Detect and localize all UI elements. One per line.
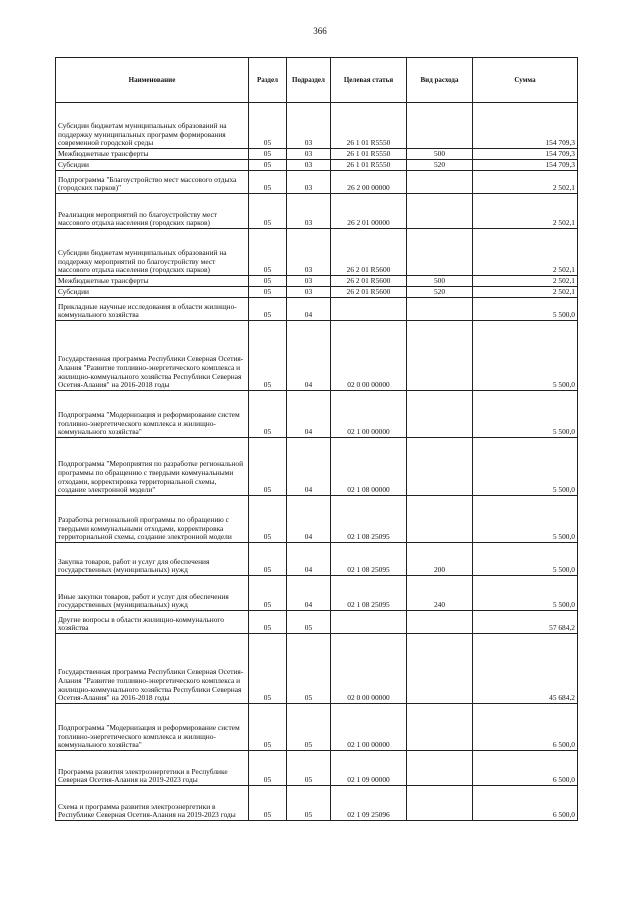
table-row	[56, 543, 578, 576]
row-name: Другие вопросы в области жилищно-коммунального хозяйства	[56, 611, 249, 634]
row-subsection: 03	[287, 171, 331, 194]
row-section: 05	[249, 287, 287, 298]
row-target: 02 1 00 00000	[331, 391, 407, 438]
row-expense-type	[407, 704, 473, 751]
row-target: 02 1 09 00000	[331, 751, 407, 786]
row-section: 05	[249, 391, 287, 438]
row-subsection: 05	[287, 704, 331, 751]
row-section: 05	[249, 438, 287, 496]
row-subsection: 05	[287, 751, 331, 786]
row-name: Субсидии	[56, 287, 249, 298]
row-sum: 2 502,1	[473, 276, 578, 287]
row-name: Иные закупки товаров, работ и услуг для обеспечения государственных (муниципальных) нужд	[56, 576, 249, 611]
row-sum: 57 684,2	[473, 611, 578, 634]
row-expense-type	[407, 786, 473, 821]
row-section: 05	[249, 160, 287, 171]
table-row	[56, 576, 578, 611]
row-subsection: 03	[287, 276, 331, 287]
row-name: Субсидии бюджетам муниципальных образований на поддержку мероприятий по благоустройству мест массового отдыха населения (городских парков)	[56, 229, 249, 276]
row-name: Прикладные научные исследования в области жилищно-коммунального хозяйства	[56, 298, 249, 321]
row-subsection: 03	[287, 194, 331, 229]
header-section: Раздел	[249, 58, 287, 103]
row-sum: 154 709,3	[473, 103, 578, 149]
table-row	[56, 391, 578, 438]
row-subsection: 04	[287, 496, 331, 543]
row-section: 05	[249, 704, 287, 751]
budget-table	[55, 57, 578, 821]
row-expense-type	[407, 751, 473, 786]
row-section: 05	[249, 276, 287, 287]
row-subsection: 03	[287, 103, 331, 149]
row-name: Субсидии бюджетам муниципальных образований на поддержку муниципальных программ формирования современной городской среды	[56, 103, 249, 149]
row-section: 05	[249, 786, 287, 821]
row-name: Подпрограмма "Благоустройство мест массового отдыха (городских парков)"	[56, 171, 249, 194]
table-row	[56, 194, 578, 229]
table-row	[56, 160, 578, 171]
row-section: 05	[249, 496, 287, 543]
table-row	[56, 634, 578, 704]
row-target: 26 1 01 R5550	[331, 160, 407, 171]
row-target: 26 2 01 R5600	[331, 276, 407, 287]
row-name: Программа развития электроэнергетики в Республике Северная Осетия-Алания на 2019-2023 годы	[56, 751, 249, 786]
table-row	[56, 171, 578, 194]
table-row	[56, 496, 578, 543]
row-target: 02 0 00 00000	[331, 634, 407, 704]
row-subsection: 04	[287, 321, 331, 391]
header-sum: Сумма	[473, 58, 578, 103]
row-sum: 2 502,1	[473, 194, 578, 229]
row-sum: 45 684,2	[473, 634, 578, 704]
table-row	[56, 611, 578, 634]
table-row	[56, 786, 578, 821]
row-section: 05	[249, 103, 287, 149]
table-row	[56, 438, 578, 496]
header-name: Наименование	[56, 58, 249, 103]
row-name: Межбюджетные трансферты	[56, 149, 249, 160]
row-subsection: 04	[287, 438, 331, 496]
row-subsection: 04	[287, 576, 331, 611]
row-sum: 5 500,0	[473, 321, 578, 391]
row-sum: 2 502,1	[473, 287, 578, 298]
row-expense-type	[407, 194, 473, 229]
row-subsection: 03	[287, 229, 331, 276]
row-target	[331, 298, 407, 321]
row-section: 05	[249, 149, 287, 160]
row-target: 02 1 08 25095	[331, 576, 407, 611]
row-expense-type: 500	[407, 149, 473, 160]
row-expense-type: 200	[407, 543, 473, 576]
row-expense-type	[407, 391, 473, 438]
row-name: Разработка региональной программы по обращению с твердыми коммунальными отходами, корректировка территориальной схемы, создание электронной модели	[56, 496, 249, 543]
row-subsection: 04	[287, 543, 331, 576]
header-subsection: Подраздел	[287, 58, 331, 103]
row-expense-type	[407, 321, 473, 391]
row-section: 05	[249, 194, 287, 229]
row-target: 02 0 00 00000	[331, 321, 407, 391]
row-name: Подпрограмма "Мероприятия по разработке региональной программы по обращению с твердыми коммунальными отходами, корректировка территориальной схемы, создание электронной модели"	[56, 438, 249, 496]
row-expense-type	[407, 103, 473, 149]
row-section: 05	[249, 171, 287, 194]
page-number: 366	[313, 26, 327, 36]
row-sum: 5 500,0	[473, 438, 578, 496]
row-expense-type	[407, 634, 473, 704]
row-subsection: 04	[287, 391, 331, 438]
row-target: 26 2 01 00000	[331, 194, 407, 229]
row-sum: 5 500,0	[473, 391, 578, 438]
row-target: 02 1 00 00000	[331, 704, 407, 751]
row-target: 26 2 01 R5600	[331, 229, 407, 276]
row-expense-type: 520	[407, 287, 473, 298]
row-section: 05	[249, 576, 287, 611]
row-expense-type	[407, 229, 473, 276]
row-expense-type: 240	[407, 576, 473, 611]
row-subsection: 05	[287, 786, 331, 821]
row-sum: 6 500,0	[473, 704, 578, 751]
row-target: 02 1 08 00000	[331, 438, 407, 496]
row-name: Подпрограмма "Модернизация и реформирование систем топливно-энергетического комплекса и жилищно-коммунального хозяйства"	[56, 391, 249, 438]
row-sum: 6 500,0	[473, 751, 578, 786]
table-header-row	[56, 58, 578, 103]
row-sum: 154 709,3	[473, 149, 578, 160]
row-section: 05	[249, 229, 287, 276]
row-section: 05	[249, 298, 287, 321]
row-section: 05	[249, 611, 287, 634]
header-target: Целевая статья	[331, 58, 407, 103]
row-name: Закупка товаров, работ и услуг для обеспечения государственных (муниципальных) нужд	[56, 543, 249, 576]
table-row	[56, 103, 578, 149]
row-target	[331, 611, 407, 634]
row-target: 02 1 08 25095	[331, 543, 407, 576]
row-subsection: 04	[287, 298, 331, 321]
row-target: 26 1 01 R5550	[331, 103, 407, 149]
table-row	[56, 276, 578, 287]
row-section: 05	[249, 634, 287, 704]
row-sum: 5 500,0	[473, 576, 578, 611]
row-name: Государственная программа Республики Северная Осетия-Алания "Развитие топливно-энергетического комплекса и жилищно-коммунального хозяйства Республики Северная Осетия-Алания" на 2016-2018 годы	[56, 321, 249, 391]
table-row	[56, 287, 578, 298]
row-target: 02 1 09 25096	[331, 786, 407, 821]
table-row	[56, 298, 578, 321]
row-subsection: 05	[287, 634, 331, 704]
row-expense-type	[407, 438, 473, 496]
row-section: 05	[249, 751, 287, 786]
row-name: Схема и программа развития электроэнергетики в Республике Северная Осетия-Алания на 2019-2023 годы	[56, 786, 249, 821]
row-name: Реализация мероприятий по благоустройству мест массового отдыха населения (городских парков)	[56, 194, 249, 229]
table-row	[56, 149, 578, 160]
row-subsection: 05	[287, 611, 331, 634]
row-section: 05	[249, 321, 287, 391]
row-target: 02 1 08 25095	[331, 496, 407, 543]
row-subsection: 03	[287, 160, 331, 171]
row-sum: 2 502,1	[473, 229, 578, 276]
row-subsection: 03	[287, 149, 331, 160]
row-name: Межбюджетные трансферты	[56, 276, 249, 287]
row-sum: 5 500,0	[473, 543, 578, 576]
header-expense-type: Вид расхода	[407, 58, 473, 103]
row-expense-type	[407, 298, 473, 321]
table-body	[56, 103, 578, 821]
row-name: Подпрограмма "Модернизация и реформирование систем топливно-энергетического комплекса и жилищно-коммунального хозяйства"	[56, 704, 249, 751]
table-row	[56, 229, 578, 276]
row-sum: 5 500,0	[473, 298, 578, 321]
row-expense-type	[407, 496, 473, 543]
row-expense-type	[407, 611, 473, 634]
row-target: 26 2 01 R5600	[331, 287, 407, 298]
row-target: 26 1 01 R5550	[331, 149, 407, 160]
row-name: Субсидии	[56, 160, 249, 171]
row-expense-type	[407, 171, 473, 194]
row-sum: 6 500,0	[473, 786, 578, 821]
row-section: 05	[249, 543, 287, 576]
table-row	[56, 704, 578, 751]
table-row	[56, 321, 578, 391]
row-sum: 2 502,1	[473, 171, 578, 194]
row-target: 26 2 00 00000	[331, 171, 407, 194]
row-sum: 5 500,0	[473, 496, 578, 543]
table-row	[56, 751, 578, 786]
row-expense-type: 520	[407, 160, 473, 171]
row-subsection: 03	[287, 287, 331, 298]
row-name: Государственная программа Республики Северная Осетия-Алания "Развитие топливно-энергетического комплекса и жилищно-коммунального хозяйства Республики Северная Осетия-Алания" на 2016-2018 годы	[56, 634, 249, 704]
row-sum: 154 709,3	[473, 160, 578, 171]
row-expense-type: 500	[407, 276, 473, 287]
